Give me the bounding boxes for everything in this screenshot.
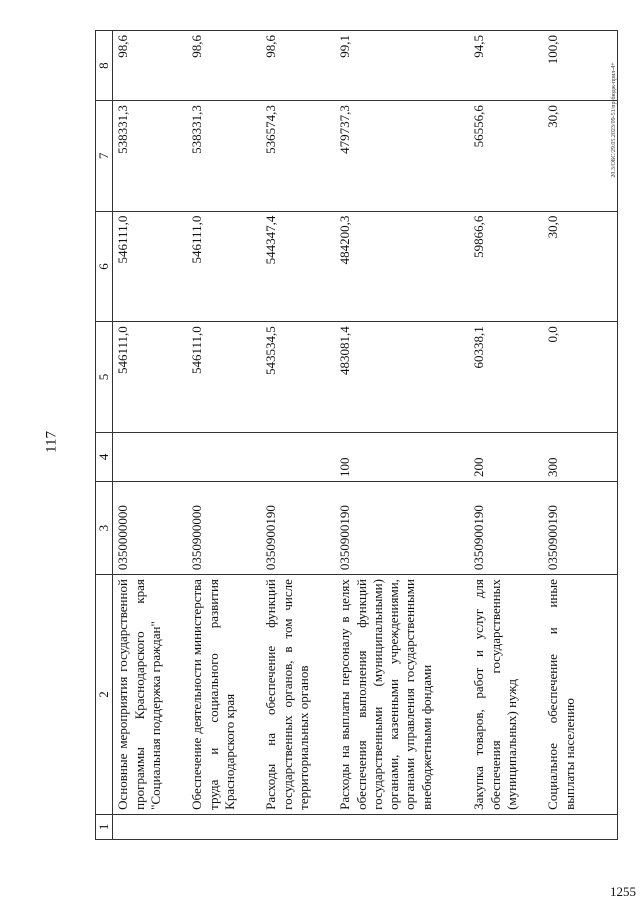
table-container (95, 30, 595, 840)
row-index (543, 814, 618, 839)
row-index (335, 814, 469, 839)
row-name: Социальное обеспечение и иные выплаты населению (543, 575, 618, 815)
header-col-4: 4 (96, 432, 113, 481)
page-number: 117 (43, 431, 60, 453)
header-col-6: 6 (96, 211, 113, 322)
row-name: Обеспечение деятельности министерства труда и социального развития Краснодарского края (187, 575, 261, 815)
row-code: 0350000000 (113, 482, 188, 575)
row-col8: 100,0 (543, 31, 618, 101)
row-col6: 546111,0 (113, 211, 188, 322)
row-col7: 538331,3 (113, 101, 188, 212)
row-col6: 544347,4 (261, 211, 335, 322)
row-vr (187, 432, 261, 481)
row-col5: 0,0 (543, 322, 618, 433)
row-code: 0350900190 (335, 482, 469, 575)
row-col7: 538331,3 (187, 101, 261, 212)
rotated-table (95, 30, 595, 840)
row-col6: 30,0 (543, 211, 618, 322)
row-col5: 483081,4 (335, 322, 469, 433)
row-col8: 98,6 (187, 31, 261, 101)
row-vr (261, 432, 335, 481)
row-col5: 60338,1 (469, 322, 543, 433)
row-vr: 200 (469, 432, 543, 481)
footer-code: 20.3/ОБС/29.05.2023/09-51/пр-бюдж-прил-4+ (611, 62, 617, 178)
header-col-8: 8 (96, 31, 113, 101)
row-col8: 94,5 (469, 31, 543, 101)
row-name: Основные мероприятия государственной программы Краснодарского края "Социальная поддержка граждан" (113, 575, 188, 815)
row-col8: 99,1 (335, 31, 469, 101)
row-col5: 543534,5 (261, 322, 335, 433)
row-vr: 100 (335, 432, 469, 481)
row-col8: 98,6 (113, 31, 188, 101)
table-row (469, 31, 543, 840)
row-name: Закупка товаров, работ и услуг для обеспечения государственных (муниципальных) нужд (469, 575, 543, 815)
row-col8: 98,6 (261, 31, 335, 101)
row-col6: 546111,0 (187, 211, 261, 322)
table-header-row (96, 31, 113, 840)
row-col7: 56556,6 (469, 101, 543, 212)
row-col7: 30,0 (543, 101, 618, 212)
corner-number: 1255 (610, 884, 636, 899)
table-row (187, 31, 261, 840)
table-row (261, 31, 335, 840)
row-name: Расходы на обеспечение функций государственных органов, в том числе территориальных органов (261, 575, 335, 815)
header-col-5: 5 (96, 322, 113, 433)
header-col-1: 1 (96, 814, 113, 839)
header-col-2: 2 (96, 575, 113, 815)
row-col7: 536574,3 (261, 101, 335, 212)
row-index (187, 814, 261, 839)
table-row (113, 31, 188, 840)
header-col-3: 3 (96, 482, 113, 575)
row-index (469, 814, 543, 839)
table-row (335, 31, 469, 840)
row-vr: 300 (543, 432, 618, 481)
row-col7: 479737,3 (335, 101, 469, 212)
row-index (261, 814, 335, 839)
row-col5: 546111,0 (113, 322, 188, 433)
row-code: 0350900000 (187, 482, 261, 575)
row-col6: 484200,3 (335, 211, 469, 322)
row-name: Расходы на выплаты персоналу в целях обеспечения выполнения функций государственными (муниципальными) органами, казенными учреждениями, органами управления государственными внебюджетными фондами (335, 575, 469, 815)
row-code: 0350900190 (469, 482, 543, 575)
header-col-7: 7 (96, 101, 113, 212)
row-code: 0350900190 (261, 482, 335, 575)
table-row (543, 31, 618, 840)
row-col6: 59866,6 (469, 211, 543, 322)
row-vr (113, 432, 188, 481)
row-col5: 546111,0 (187, 322, 261, 433)
row-index (113, 814, 188, 839)
budget-table (95, 30, 618, 840)
row-code: 0350900190 (543, 482, 618, 575)
